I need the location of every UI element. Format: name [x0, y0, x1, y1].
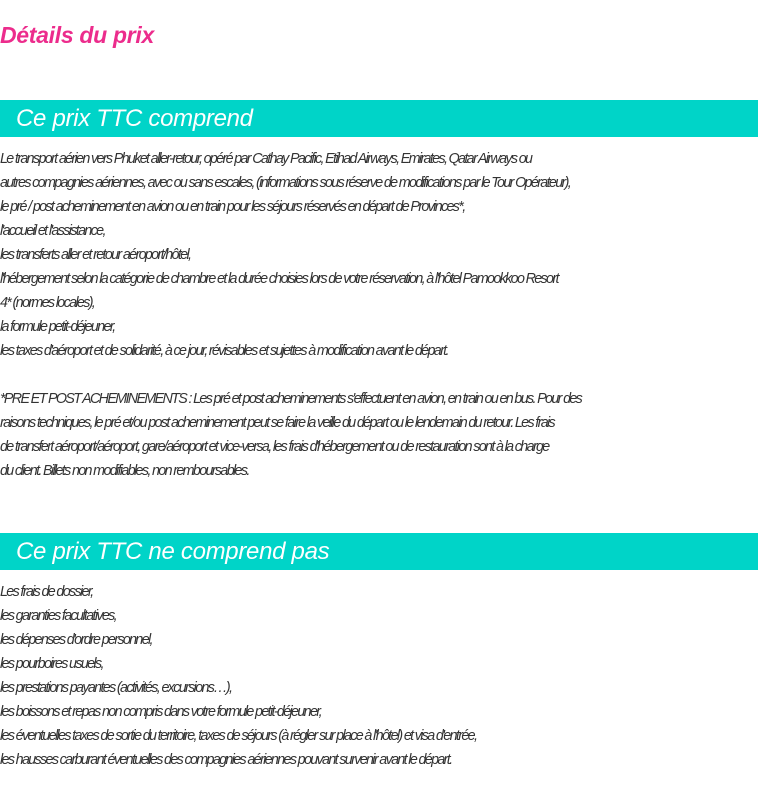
transport-note-line: *PRE ET POST ACHEMINEMENTS : Les pré et post acheminements s'effectuent en avion, en train ou en bus. Pour des: [0, 391, 582, 407]
paragraph-gap: [0, 363, 758, 387]
included-line: autres compagnies aériennes, avec ou sans escales, (informations sous réserve de modifications par le Tour Opérateur),: [0, 175, 571, 191]
included-heading: Ce prix TTC comprend: [16, 105, 253, 132]
excluded-line: les éventuelles taxes de sortie du territoire, taxes de séjours (à régler sur place à l'hôtel) et visa d'entrée,: [0, 728, 477, 744]
included-line: 4* (normes locales),: [0, 295, 95, 311]
excluded-line: les hausses carburant éventuelles des compagnies aériennes pouvant survenir avant le départ.: [0, 752, 452, 768]
transport-note-line: de transfert aéroport/aéroport, gare/aéroport et vice-versa, les frais d'hébergement ou de restauration sont à la charge: [0, 439, 549, 455]
included-line: les transferts aller et retour aéroport/hôtel,: [0, 247, 191, 263]
included-line: l'hébergement selon la catégorie de chambre et la durée choisies lors de votre réservation, à l'hôtel Pamookkoo Resort: [0, 271, 558, 287]
included-line: le pré / post acheminement en avion ou en train pour les séjours réservés en départ de Provinces*,: [0, 199, 465, 215]
included-line: la formule petit-déjeuner,: [0, 319, 115, 335]
included-section-header: [0, 100, 758, 137]
excluded-line: les prestations payantes (activités, excursions…),: [0, 680, 232, 696]
included-line: l'accueil et l'assistance,: [0, 223, 105, 239]
transport-note-line: du client. Billets non modifiables, non remboursables.: [0, 463, 249, 479]
excluded-line: les dépenses d'ordre personnel,: [0, 632, 152, 648]
excluded-list: [0, 580, 758, 772]
excluded-line: les boissons et repas non compris dans votre formule petit-déjeuner,: [0, 704, 321, 720]
included-line: les taxes d'aéroport et de solidarité, à ce jour, révisables et sujettes à modification avant le départ.: [0, 343, 448, 359]
excluded-section-header: [0, 533, 758, 570]
included-list: [0, 147, 758, 483]
excluded-line: Les frais de dossier,: [0, 584, 93, 600]
excluded-line: les pourboires usuels,: [0, 656, 103, 672]
page-title: Détails du prix: [0, 22, 154, 48]
included-line: Le transport aérien vers Phuket aller-retour, opéré par Cathay Pacific, Etihad Airways, Emirates, Qatar Airways ou: [0, 151, 532, 167]
excluded-line: les garanties facultatives,: [0, 608, 116, 624]
transport-note-line: raisons techniques, le pré et/ou post acheminement peut se faire la veille du départ ou le lendemain du retour. Les frais: [0, 415, 555, 431]
excluded-heading: Ce prix TTC ne comprend pas: [16, 538, 330, 565]
